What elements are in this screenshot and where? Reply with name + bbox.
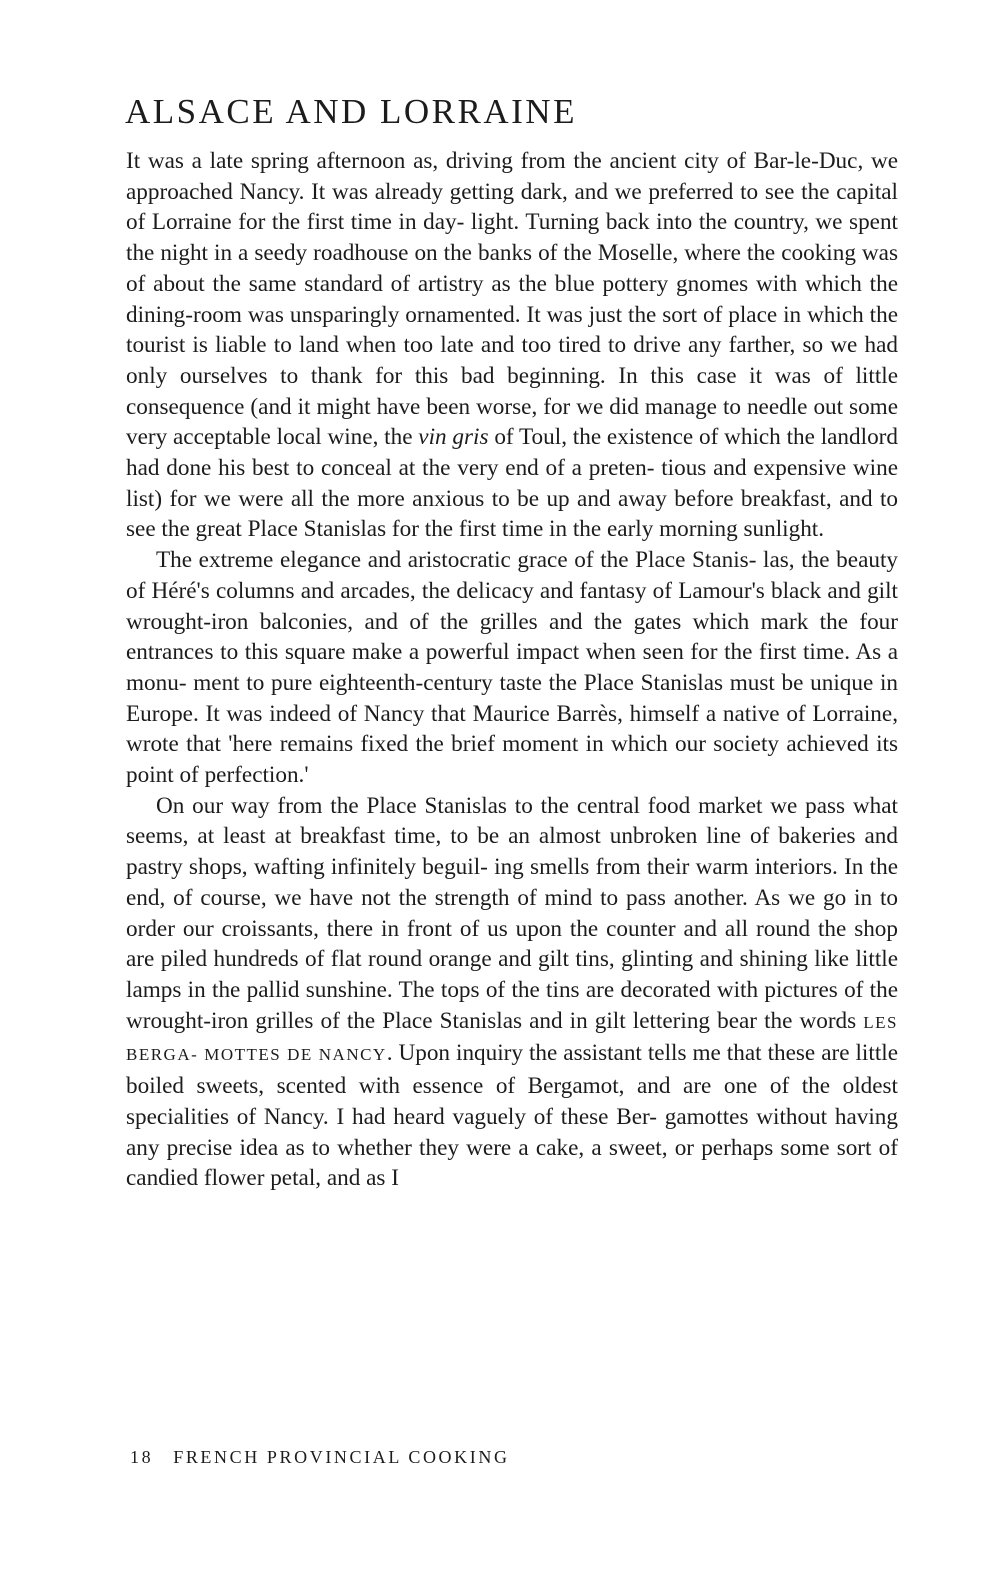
paragraph-2: The extreme elegance and aristocratic grace of the Place Stanis- las, the beauty of Héré's columns and arcades, the delicacy and fantasy of Lamour's black and gilt wrought-iron balconies, and of the grilles and the gates which mark the four entrances to this square make a powerful impact when seen for the first time. As a monu- ment to pure eighteenth-century taste the Place Stanislas must be unique in Europe. It was indeed of Nancy that Maurice Barrès, himself a native of Lorraine, wrote that 'here remains fixed the brief moment in which our society achieved its point of perfection.' (126, 547, 898, 789)
paragraph-1 (126, 146, 898, 545)
paragraph-3 (126, 791, 898, 1194)
paragraph-1-text-b: of Toul, the existence of which the landlord had done his best to conceal at the very end of a preten- tious and expensive wine list) for we were all the more anxious to be up and away before breakfast, and to see the great Place Stanislas for the first time in the early morning sunlight. (126, 424, 898, 543)
paragraph-3-text-b: . Upon inquiry the assistant tells me that these are little boiled sweets, scented with essence of Bergamot, and are one of the oldest specialities of Nancy. I had heard vaguely of these Ber- gamottes without having any precise idea as to whether they were a cake, a sweet, or perhaps some sort of candied flower petal, and as I (126, 1040, 898, 1192)
paragraph-1-text-a: It was a late spring afternoon as, driving from the ancient city of Bar-le-Duc, we approached Nancy. It was already getting dark, and we preferred to see the capital of Lorraine for the first time in day- light. Turning back into the country, we spent the night in a seedy roadhouse on the banks of the Moselle, where the cooking was of about the same standard of artistry as the blue pottery gnomes with which the dining-room was unsparingly ornamented. It was just the sort of place in which the tourist is liable to land when too late and too tired to drive any farther, so we had only ourselves to thank for this bad beginning. In this case it was of little consequence (and it might have been worse, for we did manage to needle out some very acceptable local wine, the (126, 148, 898, 451)
paragraph-1-italic-term: vin gris (418, 424, 489, 451)
page-number: 18 (130, 1447, 154, 1467)
paragraph-3-text-a: On our way from the Place Stanislas to the central food market we pass what seems, at least at breakfast time, to be an almost unbroken line of bakeries and pastry shops, wafting infinitely beguil- ing smells from their warm interiors. In the end, of course, we have not the strength of mind to pass another. As we go in to order our croissants, there in front of us upon the counter and all round the shop are piled hundreds of flat round orange and gilt tins, glinting and shining like little lamps in the pallid sunshine. The tops of the tins are decorated with pictures of the wrought-iron grilles of the Place Stanislas and in gilt lettering bear the words (126, 792, 898, 1034)
paragraph-3-smallcaps-term: LES BERGA- MOTTES DE NANCY (126, 1012, 898, 1065)
body-text (126, 146, 898, 1194)
page-footer (130, 1447, 510, 1468)
running-title: FRENCH PROVINCIAL COOKING (173, 1447, 510, 1467)
chapter-title: ALSACE AND LORRAINE (125, 92, 577, 131)
